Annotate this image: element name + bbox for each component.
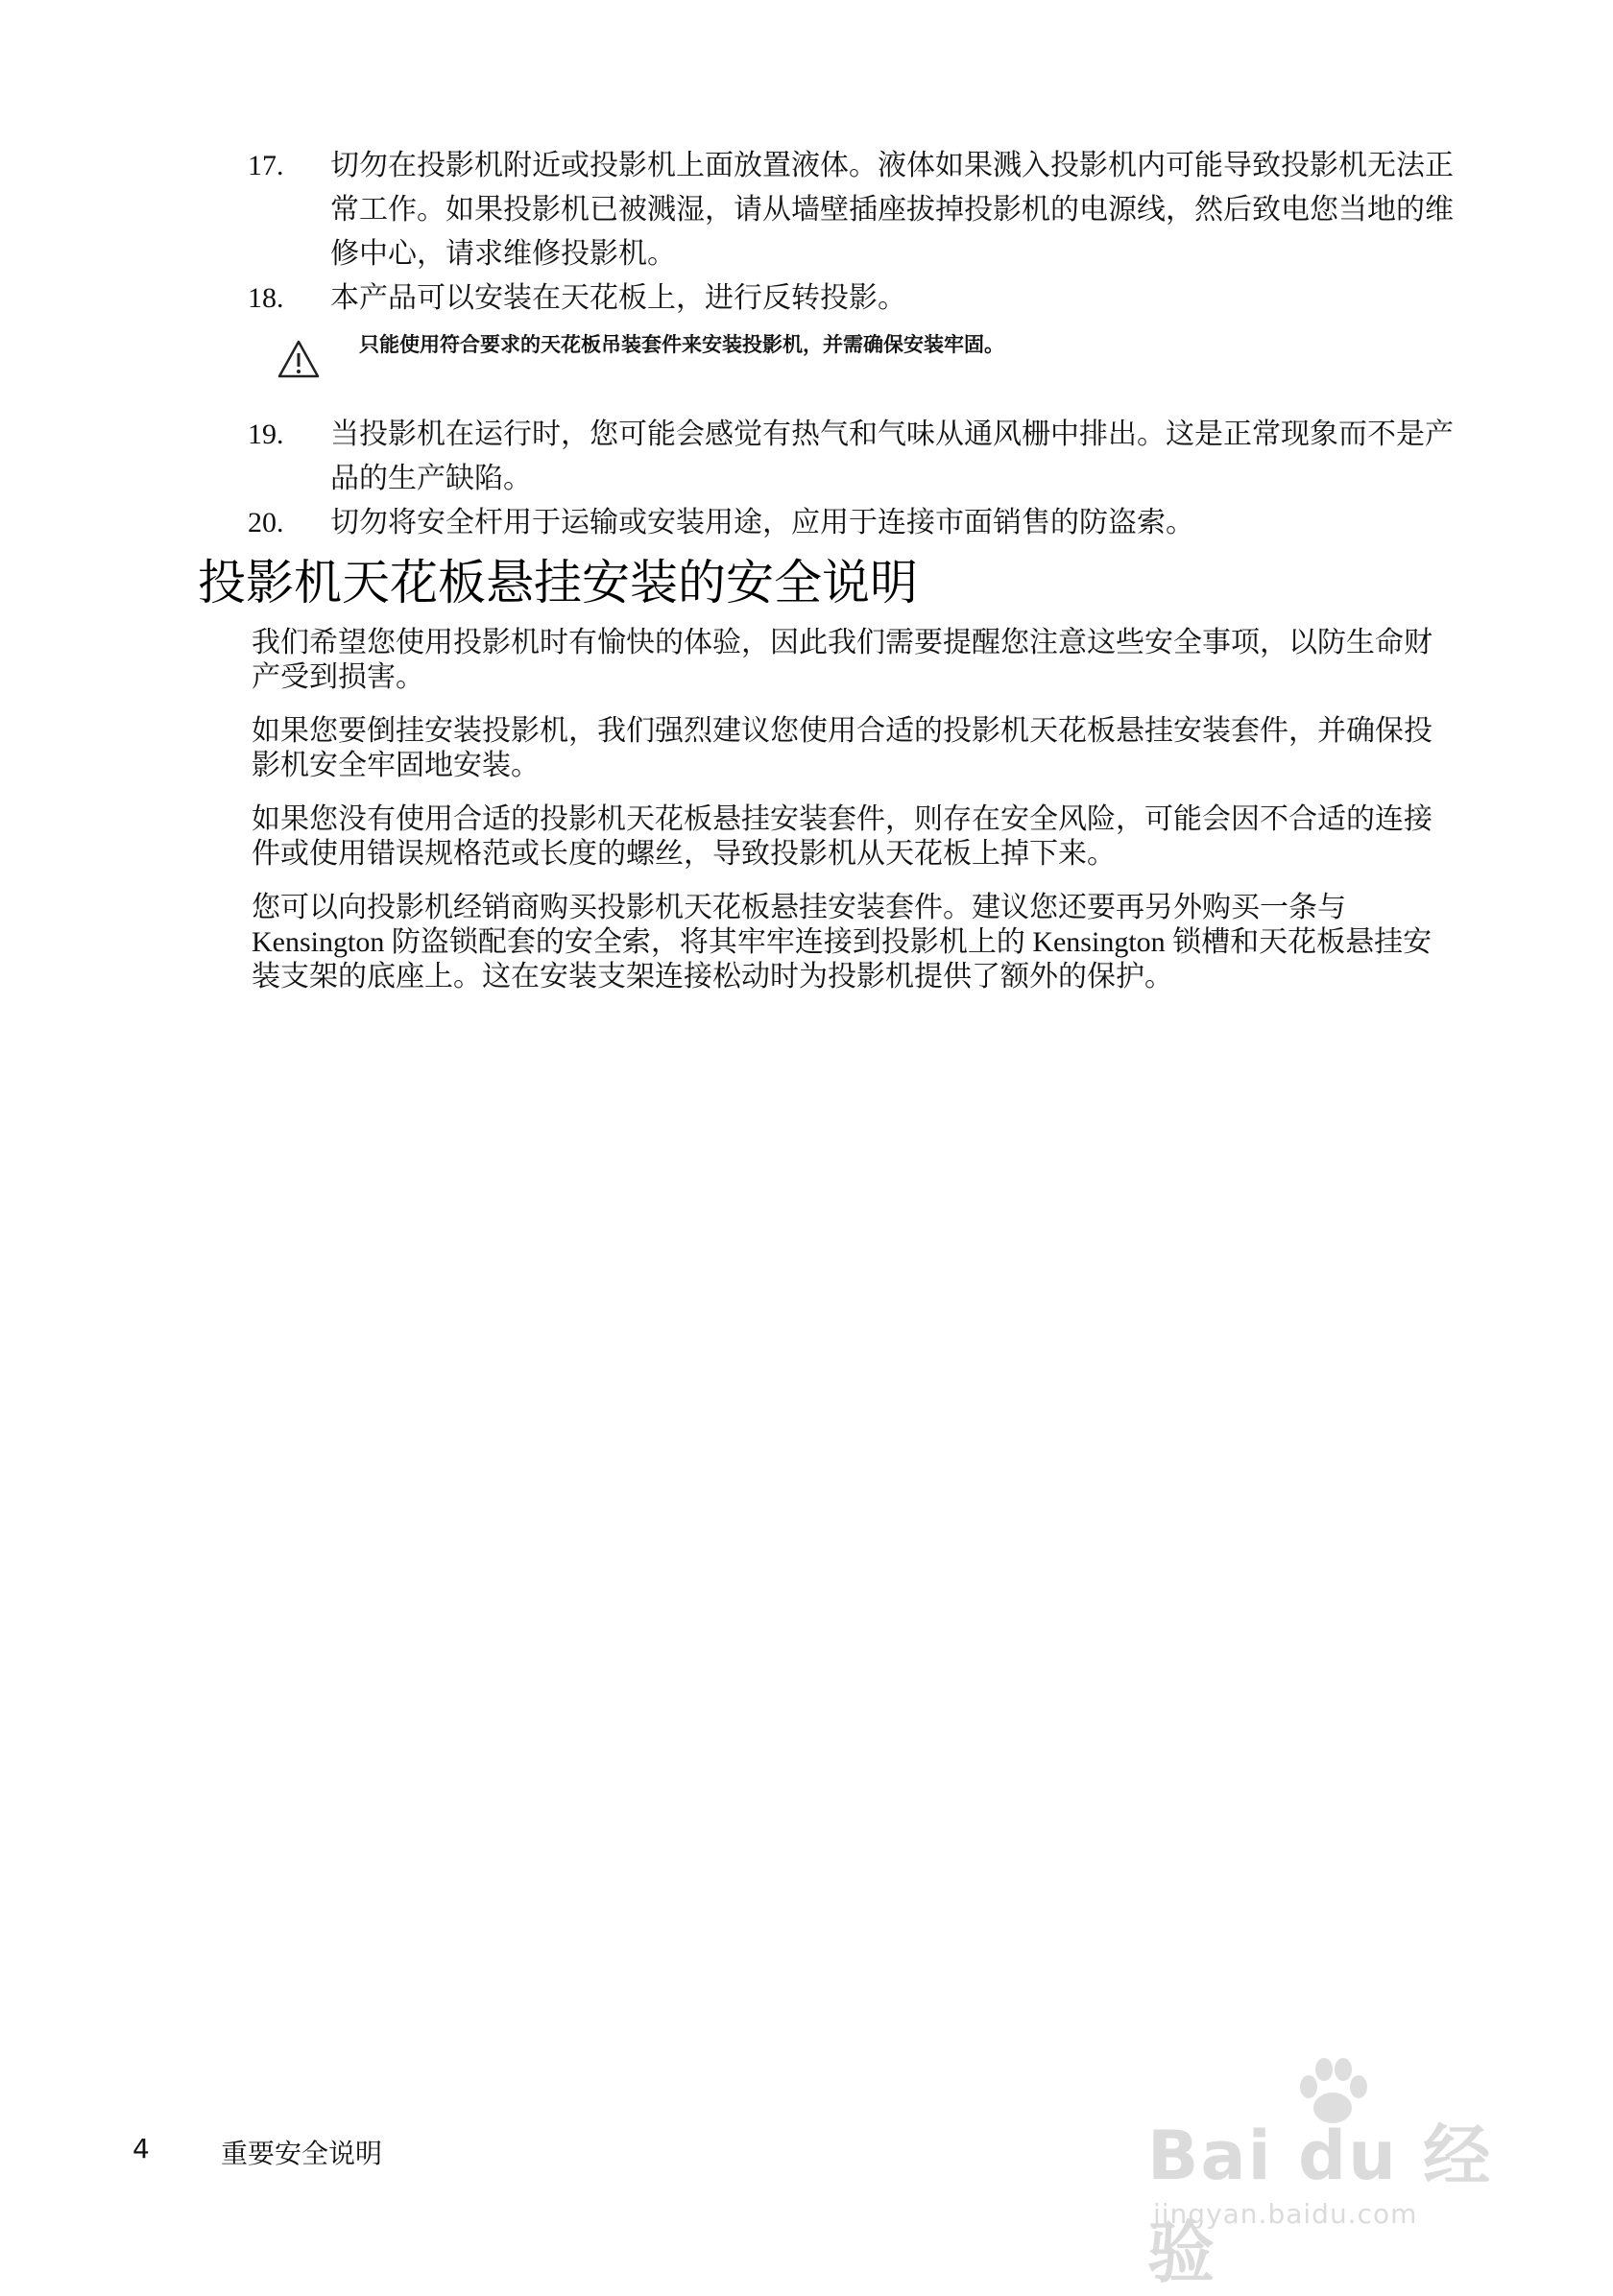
safety-list [248, 144, 1457, 545]
list-item [248, 144, 1457, 276]
warning-note [248, 328, 1457, 382]
item-text: 本产品可以安装在天花板上，进行反转投影。 [330, 282, 906, 314]
page-number: 4 [132, 2133, 150, 2164]
baidu-watermark [1147, 2054, 1531, 2292]
item-number: 20. [248, 507, 284, 538]
item-number: 19. [248, 419, 284, 450]
item-number: 18. [248, 282, 284, 314]
watermark-url: jingyan.baidu.com [1153, 2198, 1418, 2230]
list-item [248, 276, 1457, 321]
watermark-main-text: Bai du 经验 [1147, 2117, 1493, 2292]
paragraph: 您可以向投影机经销商购买投影机天花板悬挂安装套件。建议您还要再另外购买一条与 Kensington 防盗锁配套的安全索，将其牢牢连接到投影机上的 Kensington 锁槽和天花板悬挂安装支架的底座上。这在安装支架连接松动时为投影机提供了额外的保护。 [252, 892, 1432, 993]
paragraph: 如果您要倒挂安装投影机，我们强烈建议您使用合适的投影机天花板悬挂安装套件，并确保投影机安全牢固地安装。 [252, 715, 1432, 781]
item-text: 当投影机在运行时，您可能会感觉有热气和气味从通风栅中排出。这是正常现象而不是产品的生产缺陷。 [330, 419, 1454, 494]
page-footer [132, 2133, 382, 2171]
item-number: 17. [248, 150, 284, 181]
section-heading: 投影机天花板悬挂安装的安全说明 [198, 555, 918, 610]
warning-text: 只能使用符合要求的天花板吊装套件来安装投影机，并需确保安装牢固。 [359, 333, 1004, 356]
warning-triangle-icon [277, 338, 321, 382]
list-item [248, 501, 1457, 545]
paragraph: 我们希望您使用投影机时有愉快的体验，因此我们需要提醒您注意这些安全事项，以防生命财产受到损害。 [252, 627, 1432, 693]
section-body [252, 626, 1442, 1014]
list-item [248, 413, 1457, 501]
item-text: 切勿将安全杆用于运输或安装用途，应用于连接市面销售的防盗索。 [330, 507, 1194, 538]
item-text: 切勿在投影机附近或投影机上面放置液体。液体如果溅入投影机内可能导致投影机无法正常工作。如果投影机已被溅湿，请从墙壁插座拔掉投影机的电源线，然后致电您当地的维修中心，请求维修投影机。 [330, 150, 1454, 270]
paragraph: 如果您没有使用合适的投影机天花板悬挂安装套件，则存在安全风险，可能会因不合适的连接件或使用错误规格范或长度的螺丝，导致投影机从天花板上掉下来。 [252, 803, 1432, 870]
footer-section-name: 重要安全说明 [221, 2138, 383, 2169]
